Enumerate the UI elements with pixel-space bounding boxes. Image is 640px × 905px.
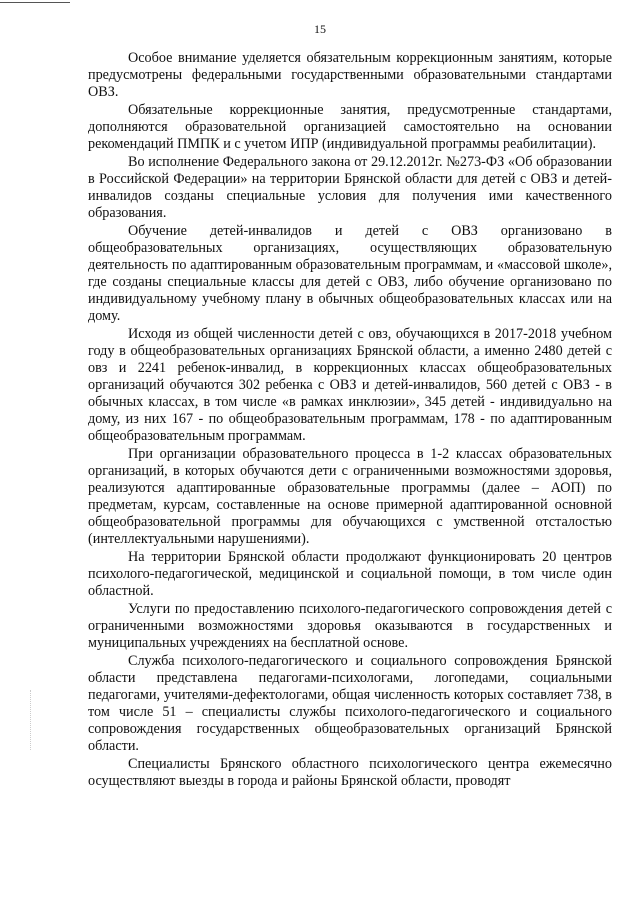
paragraph: Услуги по предоставлению психолого-педагогического сопровождения детей с ограниченными возможностями здоровья оказываются в государственных и муниципальных учреждениях на бесплатной основе. — [88, 601, 612, 651]
paragraph: Служба психолого-педагогического и социального сопровождения Брянской области представлена педагогами-психологами, логопедами, социальными педагогами, учителями-дефектологами, общая численность которых составляет 738, в том числе 51 – специалисты службы психолого-педагогического и социального сопровождения государственных общеобразовательных организаций Брянской области. — [88, 653, 612, 754]
margin-artifact — [30, 690, 32, 750]
scan-corner-mark — [0, 2, 70, 3]
page-number: 15 — [314, 22, 326, 36]
paragraph: Исходя из общей численности детей с овз, обучающихся в 2017-2018 учебном году в общеобразовательных организациях Брянской области, а именно 2480 детей с овз и 2241 ребенок-инвалид, в коррекционных классах общеобразовательных организаций обучаются 302 ребенка с ОВЗ и детей-инвалидов, 560 детей с ОВЗ - в обычных классах, в том числе «в рамках инклюзии», 345 детей - индивидуально на дому, из них 167 - по общеобразовательным программам, 178 - по адаптированным общеобразовательным программам. — [88, 326, 612, 444]
paragraph: При организации образовательного процесса в 1-2 классах образовательных организаций, в которых обучаются дети с ограниченными возможностями здоровья, реализуются адаптированные образовательные программы (далее – АОП) по предметам, курсам, составленные на основе примерной адаптированной основной общеобразовательной программы для обучающихся с умственной отсталостью (интеллектуальными нарушениями). — [88, 446, 612, 547]
paragraph: Обучение детей-инвалидов и детей с ОВЗ организовано в общеобразовательных организациях, осуществляющих образовательную деятельность по адаптированным образовательным программам, и «массовой школе», где созданы специальные классы для детей с ОВЗ, либо обучение организовано по индивидуальному учебному плану в обычных общеобразовательных классах или на дому. — [88, 223, 612, 324]
document-body — [88, 50, 612, 791]
paragraph: Специалисты Брянского областного психологического центра ежемесячно осуществляют выезды в города и районы Брянской области, проводят — [88, 756, 612, 789]
paragraph: Во исполнение Федерального закона от 29.12.2012г. №273-ФЗ «Об образовании в Российской Федерации» на территории Брянской области для детей с ОВЗ и детей-инвалидов созданы специальные условия для получения ими качественного образования. — [88, 154, 612, 221]
paragraph: Особое внимание уделяется обязательным коррекционным занятиям, которые предусмотрены федеральными государственными образовательными стандартами ОВЗ. — [88, 50, 612, 100]
paragraph: Обязательные коррекционные занятия, предусмотренные стандартами, дополняются образовательной организацией самостоятельно на основании рекомендаций ПМПК и с учетом ИПР (индивидуальной программы реабилитации). — [88, 102, 612, 152]
paragraph: На территории Брянской области продолжают функционировать 20 центров психолого-педагогической, медицинской и социальной помощи, в том числе один областной. — [88, 549, 612, 599]
